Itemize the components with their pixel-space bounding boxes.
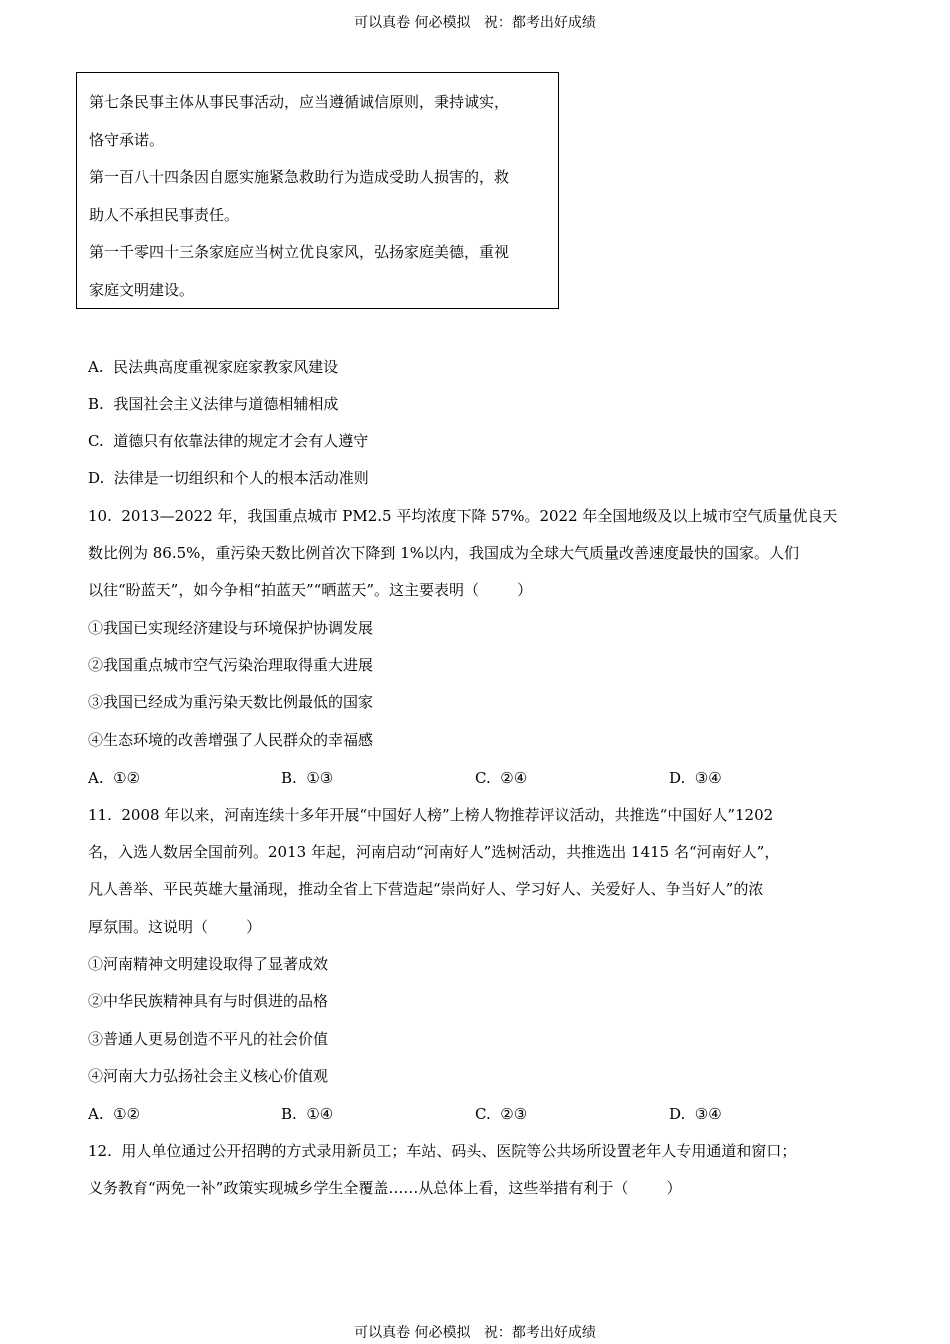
q9-option-b: B. 我国社会主义法律与道德相辅相成 [88, 395, 339, 413]
q9-option-c: C. 道德只有依靠法律的规定才会有人遵守 [88, 432, 369, 450]
material-line: 第一百八十四条因自愿实施紧急救助行为造成受助人损害的，救 [89, 168, 510, 186]
q11-choice-c: C. ②③ [475, 1105, 528, 1123]
q11-statement: ②中华民族精神具有与时俱进的品格 [88, 992, 329, 1010]
q10-statement: ②我国重点城市空气污染治理取得重大进展 [88, 656, 374, 674]
q11-stem-line: 厚氛围。这说明（ ） [88, 918, 262, 936]
page-header: 可以真卷 何必模拟 祝：都考出好成绩 [354, 15, 596, 31]
material-line: 第七条民事主体从事民事活动，应当遵循诚信原则，秉持诚实， [89, 93, 510, 111]
q12-stem-line: 义务教育“两免一补”政策实现城乡学生全覆盖……从总体上看，这些举措有利于（ ） [88, 1179, 682, 1197]
q10-stem-line: 数比例为 86.5%，重污染天数比例首次下降到 1%以内，我国成为全球大气质量改善速度最快的国家。人们 [88, 544, 799, 562]
q10-choice-d: D. ③④ [669, 769, 722, 787]
q11-choice-d: D. ③④ [669, 1105, 722, 1123]
q10-statement: ④生态环境的改善增强了人民群众的幸福感 [88, 731, 374, 749]
material-line: 家庭文明建设。 [89, 280, 195, 299]
q11-statement: ①河南精神文明建设取得了显著成效 [88, 955, 329, 973]
q11-stem-line: 名，入选人数居全国前列。2013 年起，河南启动“河南好人”选树活动，共推选出 1415 名“河南好人”， [88, 843, 780, 861]
q9-option-d: D. 法律是一切组织和个人的根本活动准则 [88, 469, 369, 487]
page-footer: 可以真卷 何必模拟 祝：都考出好成绩 [354, 1325, 596, 1341]
q11-choice-a: A. ①② [88, 1105, 141, 1123]
q10-stem-line: 以往“盼蓝天”，如今争相“拍蓝天”“晒蓝天”。这主要表明（ ） [88, 581, 533, 599]
material-box [76, 72, 559, 309]
material-line: 助人不承担民事责任。 [89, 205, 240, 224]
q11-statement: ③普通人更易创造不平凡的社会价值 [88, 1030, 329, 1048]
q10-statement: ①我国已实现经济建设与环境保护协调发展 [88, 619, 374, 637]
q10-stem-line: 10. 2013—2022 年，我国重点城市 PM2.5 平均浓度下降 57%。2022 年全国地级及以上城市空气质量优良天 [88, 507, 838, 525]
q10-statement: ③我国已经成为重污染天数比例最低的国家 [88, 693, 374, 711]
q11-stem-line: 凡人善举、平民英雄大量涌现，推动全省上下营造起“崇尚好人、学习好人、关爱好人、争当好人”的浓 [88, 880, 764, 898]
q10-choice-c: C. ②④ [475, 769, 528, 787]
q11-stem-line: 11. 2008 年以来，河南连续十多年开展“中国好人榜”上榜人物推荐评议活动，共推选“中国好人”1202 [88, 806, 774, 824]
q10-choice-b: B. ①③ [281, 769, 334, 787]
q11-choice-b: B. ①④ [281, 1105, 334, 1123]
material-line: 恪守承诺。 [89, 130, 165, 149]
q12-stem-line: 12. 用人单位通过公开招聘的方式录用新员工；车站、码头、医院等公共场所设置老年人专用通道和窗口； [88, 1142, 797, 1160]
q10-choice-a: A. ①② [88, 769, 141, 787]
q11-statement: ④河南大力弘扬社会主义核心价值观 [88, 1067, 329, 1085]
q9-option-a: A. 民法典高度重视家庭家教家风建设 [88, 358, 339, 376]
material-line: 第一千零四十三条家庭应当树立优良家风，弘扬家庭美德，重视 [89, 243, 510, 261]
